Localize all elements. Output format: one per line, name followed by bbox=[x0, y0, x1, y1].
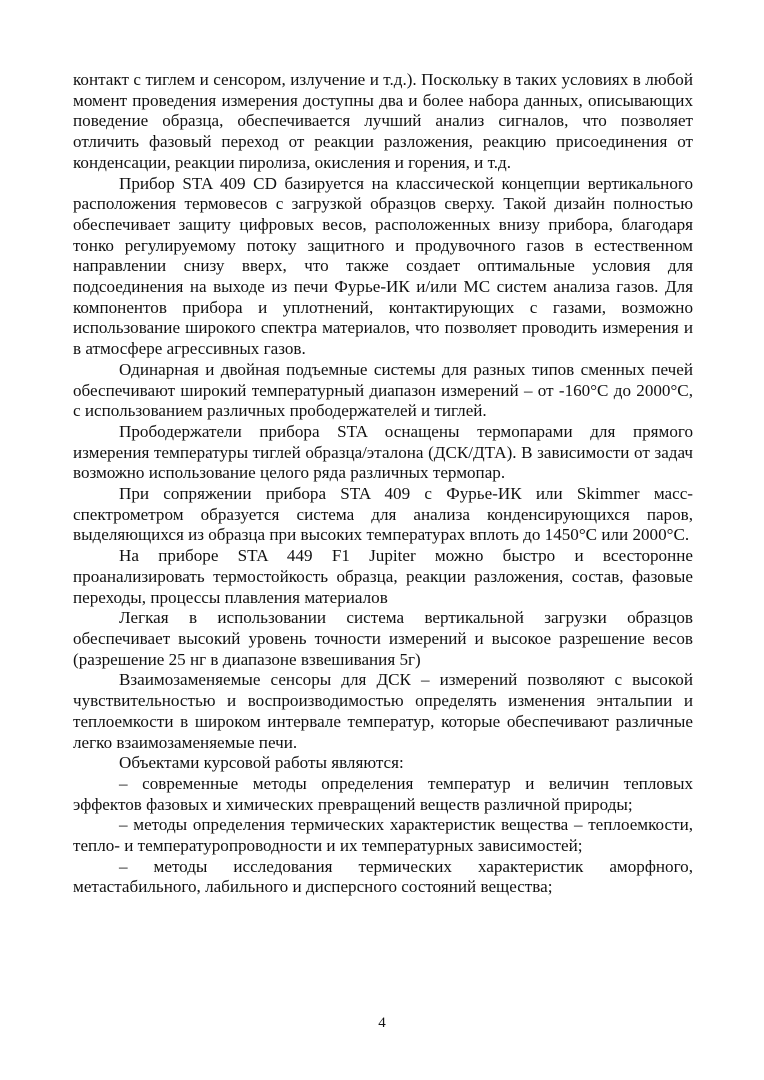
list-item-methods-states: – методы исследования термических характеристик аморфного, метастабильного, лабильного и дисперсного состояний вещества; bbox=[73, 856, 693, 897]
list-item-methods-thermal-characteristics: – методы определения термических характеристик вещества – теплоемкости, тепло- и температуропроводности и их температурных зависимостей; bbox=[73, 815, 693, 856]
paragraph-dsc-sensors: Взаимозаменяемые сенсоры для ДСК – измерений позволяют с высокой чувствительностью и воспроизводимостью определять изменения энтальпии и теплоемкости в широком интервале температур, которые обеспечивают различные легко взаимозаменяемые печи. bbox=[73, 670, 693, 752]
paragraph-vertical-loading: Легкая в использовании система вертикальной загрузки образцов обеспечивает высокий уровень точности измерений и высокое разрешение весов (разрешение 25 нг в диапазоне взвешивания 5г) bbox=[73, 608, 693, 669]
list-item-methods-temperature: – современные методы определения температур и величин тепловых эффектов фазовых и химических превращений веществ различной природы; bbox=[73, 773, 693, 814]
page-number: 4 bbox=[378, 1015, 386, 1031]
body-text bbox=[73, 70, 693, 898]
paragraph-ftir-coupling: При сопряжении прибора STA 409 с Фурье-ИК или Skimmer масс-спектрометром образуется система для анализа конденсирующихся паров, выделяющихся из образца при высоких температурах вплоть до 1450°С или 2000°С. bbox=[73, 484, 693, 545]
paragraph-furnace-systems: Одинарная и двойная подъемные системы для разных типов сменных печей обеспечивают широкий температурный диапазон измерений – от -160°С до 2000°С, с использованием различных прободержателей и тиглей. bbox=[73, 359, 693, 421]
paragraph-sta409-design: Прибор STA 409 CD базируется на классической концепции вертикального расположения термовесов с загрузкой образцов сверху. Такой дизайн полностью обеспечивает защиту цифровых весов, расположенных внизу прибора, благодаря тонко регулируемому потоку защитного и продувочного газов в естественном направлении снизу вверх, что также создает оптимальные условия для подсоединения на выходе из печи Фурье-ИК и/или МС систем анализа газов. Для компонентов прибора и уплотнений, контактирующих с газами, возможно использование широкого спектра материалов, что позволяет проводить измерения и в атмосфере агрессивных газов. bbox=[73, 173, 693, 359]
paragraph-sample-holders: Прободержатели прибора STA оснащены термопарами для прямого измерения температуры тиглей образца/эталона (ДСК/ДТА). В зависимости от задач возможно использование целого ряда различных термопар. bbox=[73, 421, 693, 483]
paragraph-objects-intro: Объектами курсовой работы являются: bbox=[119, 753, 404, 773]
paragraph-continuation: контакт с тиглем и сенсором, излучение и т.д.). Поскольку в таких условиях в любой момент проведения измерения доступны два и более набора данных, описывающих поведение образца, обеспечивается лучший анализ сигналов, что позволяет отличить фазовый переход от реакции разложения, реакцию присоединения от конденсации, реакции пиролиза, окисления и горения, и т.д. bbox=[73, 70, 693, 172]
paragraph-sta449: На приборе STA 449 F1 Jupiter можно быстро и всесторонне проанализировать термостойкость образца, реакции разложения, состав, фазовые переходы, процессы плавления материалов bbox=[73, 546, 693, 607]
